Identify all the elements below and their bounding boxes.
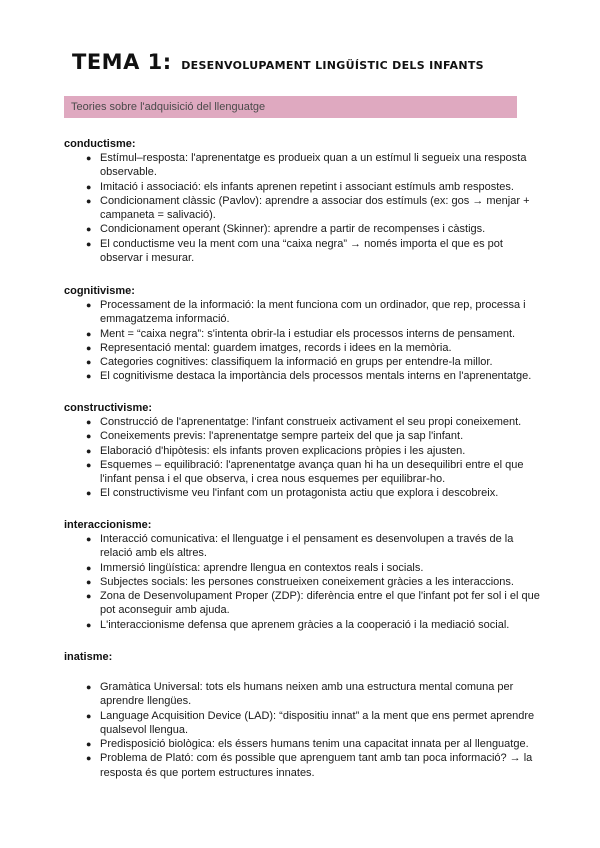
list-item: ● Problema de Plató: com és possible que aprenguem tant amb tan poca informació? → la resposta és que portem estructures innates. (86, 752, 533, 779)
bullet-icon: ● (86, 576, 92, 587)
list-item: ● Ment = “caixa negra”: s'intenta obrir-la i estudiar els processos interns de pensament. (86, 327, 516, 340)
list-item: ● Language Acquisition Device (LAD): “dispositiu innat” a la ment que ens permet aprendre qualsevol llengua. (86, 709, 535, 736)
list-item: ● Elaboració d'hipòtesis: els infants proven explicacions pròpies i les ajusten. (86, 444, 466, 457)
bullet-icon: ● (86, 562, 92, 573)
list-item: ● Condicionament operant (Skinner): aprendre a partir de recompenses i càstigs. (86, 223, 486, 236)
list-item: ● Zona de Desenvolupament Proper (ZDP): diferència entre el que l'infant pot fer sol i el que pot aconseguir amb ajuda. (86, 590, 540, 617)
banner-text: Teories sobre l'adquisició del llenguatge (71, 101, 266, 113)
section-heading: conductisme: (64, 138, 136, 150)
bullet-icon: ● (86, 682, 92, 692)
title-main: TEMA 1: (72, 50, 172, 74)
bullet-icon: ● (86, 181, 92, 192)
bullet-icon: ● (86, 591, 92, 602)
list-item: ● Immersió lingüística: aprendre llengua en contextos reals i socials. (86, 561, 424, 574)
bullet-icon: ● (86, 224, 92, 235)
section-constructivisme (64, 402, 544, 501)
bullet-icon: ● (86, 619, 92, 630)
section-cognitivisme (64, 285, 544, 384)
list-item: ● Condicionament clàssic (Pavlov): aprendre a associar dos estímuls (ex: gos → menjar + campaneta = salivació). (86, 194, 530, 222)
list-item: ● Categories cognitives: classifiquem la informació en grups per entendre-la millor. (86, 356, 493, 369)
list-item: ● Gramàtica Universal: tots els humans neixen amb una estructura mental comuna per aprendre llengües. (86, 681, 514, 708)
bullet-icon: ● (86, 753, 92, 764)
list-item: ● Construcció de l'aprenentatge: l'infant construeix activament el seu propi coneixement. (86, 416, 522, 428)
list-item: ● Imitació i associació: els infants aprenen repetint i associant estímuls amb respostes. (86, 180, 514, 193)
bullet-list (64, 680, 544, 780)
title-subtitle: DESENVOLUPAMENT LINGÜÍSTIC DELS INFANTS (181, 59, 484, 72)
bullet-icon: ● (86, 431, 92, 442)
bullet-icon: ● (86, 534, 92, 544)
bullet-icon: ● (86, 739, 92, 750)
bullet-icon: ● (86, 445, 92, 456)
bullet-icon: ● (86, 417, 92, 427)
list-item: ● Processament de la informació: la ment funciona com un ordinador, que rep, processa i emmagatzema informació. (86, 299, 526, 326)
list-item: ● L'interaccionisme defensa que aprenem gràcies a la cooperació i la mediació social. (86, 618, 510, 631)
section-banner (64, 96, 517, 118)
section-inatisme (64, 651, 544, 780)
section-heading: cognitivisme: (64, 285, 135, 297)
bullet-list (64, 532, 544, 632)
page-title (72, 50, 484, 74)
list-item: ● Subjectes socials: les persones construeixen coneixement gràcies a les interaccions. (86, 575, 514, 588)
bullet-icon: ● (86, 238, 92, 249)
bullet-icon: ● (86, 488, 92, 499)
bullet-icon: ● (86, 710, 92, 721)
bullet-icon: ● (86, 357, 92, 368)
list-item: ● El cognitivisme destaca la importància dels processos mentals interns en l'aprenentatge. (86, 370, 532, 383)
list-item: ● El constructivisme veu l'infant com un protagonista actiu que explora i descobreix. (86, 487, 499, 500)
list-item: ● Esquemes – equilibració: l'aprenentatge avança quan hi ha un desequilibri entre el que l'infant pensa i el que observa, i crea nous esquemes per equilibrar-ho. (86, 458, 524, 486)
bullet-list (64, 151, 544, 265)
list-item: ● El conductisme veu la ment com una “caixa negra” → només importa el que es pot observar i mesurar. (86, 237, 503, 265)
bullet-icon: ● (86, 328, 92, 339)
bullet-icon: ● (86, 300, 92, 310)
list-item: ● Representació mental: guardem imatges, records i idees en la memòria. (86, 341, 452, 354)
list-item: ● Coneixements previs: l'aprenentatge sempre parteix del que ja sap l'infant. (86, 430, 464, 443)
section-conductisme (64, 138, 544, 265)
bullet-icon: ● (86, 153, 92, 163)
list-item: ● Estímul–resposta: l'aprenentatge es produeix quan a un estímul li segueix una resposta observable. (86, 152, 527, 179)
section-heading: constructivisme: (64, 402, 153, 414)
bullet-icon: ● (86, 342, 92, 353)
bullet-icon: ● (86, 459, 92, 470)
bullet-icon: ● (86, 371, 92, 382)
section-heading: inatisme: (64, 651, 113, 663)
bullet-list (64, 415, 544, 501)
list-item: ● Interacció comunicativa: el llenguatge i el pensament es desenvolupen a través de la relació amb els altres. (86, 533, 514, 560)
section-heading: interaccionisme: (64, 519, 152, 531)
bullet-icon: ● (86, 195, 92, 206)
list-item: ● Predisposició biològica: els éssers humans tenim una capacitat innata per al llenguatge. (86, 738, 529, 751)
section-interaccionisme (64, 519, 544, 632)
bullet-list (64, 298, 544, 384)
